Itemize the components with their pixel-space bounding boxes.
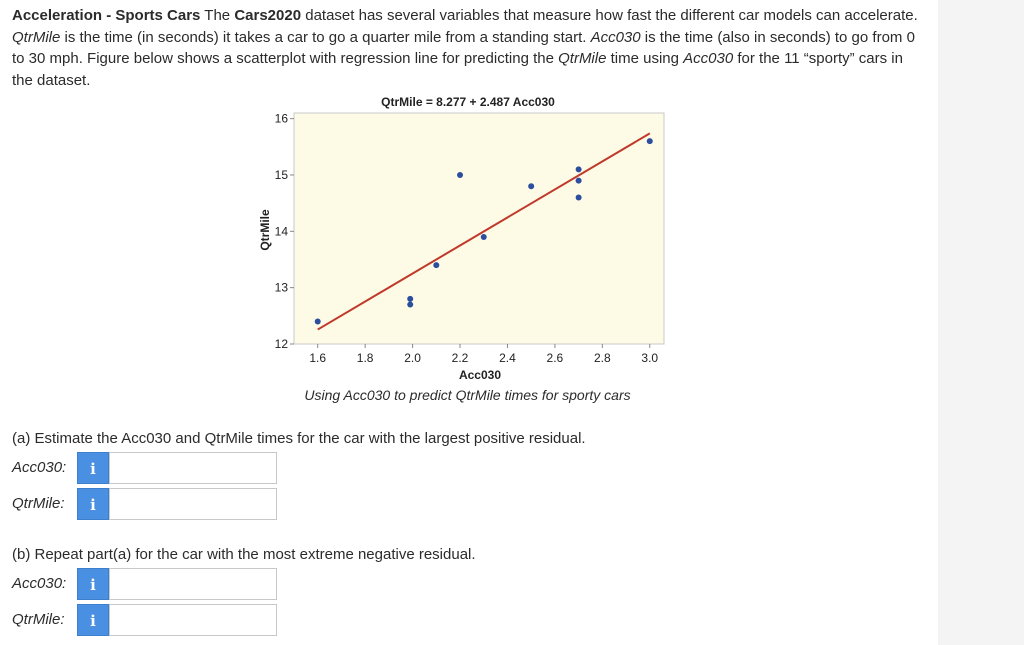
var-acc030: Acc030 [590,28,641,46]
x-tick-label: 3.0 [641,351,659,365]
intro-text-2: dataset has several variables that measure how fast the different car models can accelerate. [301,7,918,24]
data-point [407,296,413,302]
input-b-qtrmile[interactable] [109,604,277,636]
data-point [576,195,582,201]
data-point [576,166,582,172]
x-axis-label: Acc030 [458,368,502,382]
data-point [315,318,321,324]
input-a-qtrmile[interactable] [109,488,277,520]
question-part-b: (b) Repeat part(a) for the car with the most extreme negative residual. [12,546,476,563]
input-b-acc030[interactable] [109,568,277,600]
info-icon[interactable]: i [77,604,109,636]
info-icon[interactable]: i [77,452,109,484]
x-tick-label: 2.6 [546,351,564,365]
question-part-a: (a) Estimate the Acc030 and QtrMile times for the car with the largest positive residual. [12,430,586,447]
data-point [407,302,413,308]
y-axis-label: QtrMile [258,209,272,251]
chart-title: QtrMile = 8.277 + 2.487 Acc030 [381,95,555,109]
x-tick-label: 2.4 [499,351,516,365]
intro-text-3: is the time (in seconds) it takes a car to go a quarter mile from a standing start. [60,28,591,46]
input-a-acc030[interactable] [109,452,277,484]
x-tick-label: 1.6 [309,351,327,365]
intro-text-1: The [200,7,235,24]
data-point [647,138,653,144]
scatterplot-figure [240,88,680,418]
data-point [433,262,439,268]
intro-text-5: time using [606,50,684,67]
info-icon[interactable]: i [77,568,109,600]
scatterplot-chart [240,88,680,388]
plot-area [294,113,664,344]
var-qtrmile: QtrMile [12,28,61,46]
var-qtrmile-2: QtrMile [558,50,607,67]
problem-title: Acceleration - Sports Cars [12,7,201,24]
info-icon[interactable]: i [77,488,109,520]
x-tick-label: 1.8 [356,351,374,365]
y-tick-label: 12 [274,337,288,351]
y-tick-label: 16 [274,111,288,126]
label-a-acc030: Acc030: [12,459,67,476]
intro-text-4: is the time (also in seconds) to go from 0 to 30 mph. Figure below shows a scatterplot with regression line for predicting the [12,28,915,67]
x-tick-label: 2.8 [593,351,611,365]
page-side-margin [938,0,1024,645]
x-tick-label: 2.0 [404,351,421,365]
data-point [528,183,534,189]
data-point [576,178,582,184]
data-point [481,234,487,240]
problem-statement [12,5,924,91]
y-tick-label: 14 [274,224,288,239]
label-b-qtrmile: QtrMile: [12,611,65,628]
dataset-name: Cars2020 [234,7,302,24]
y-tick-label: 13 [274,280,288,295]
x-tick-label: 2.2 [451,351,469,365]
var-acc030-2: Acc030 [683,50,734,67]
label-b-acc030: Acc030: [12,575,67,592]
intro-text-6: for the 11 “sporty” cars in the dataset. [12,50,903,89]
chart-caption: Using Acc030 to predict QtrMile times for sporty cars [304,387,631,403]
y-tick-label: 15 [274,167,288,182]
label-a-qtrmile: QtrMile: [12,495,65,512]
data-point [457,172,463,178]
